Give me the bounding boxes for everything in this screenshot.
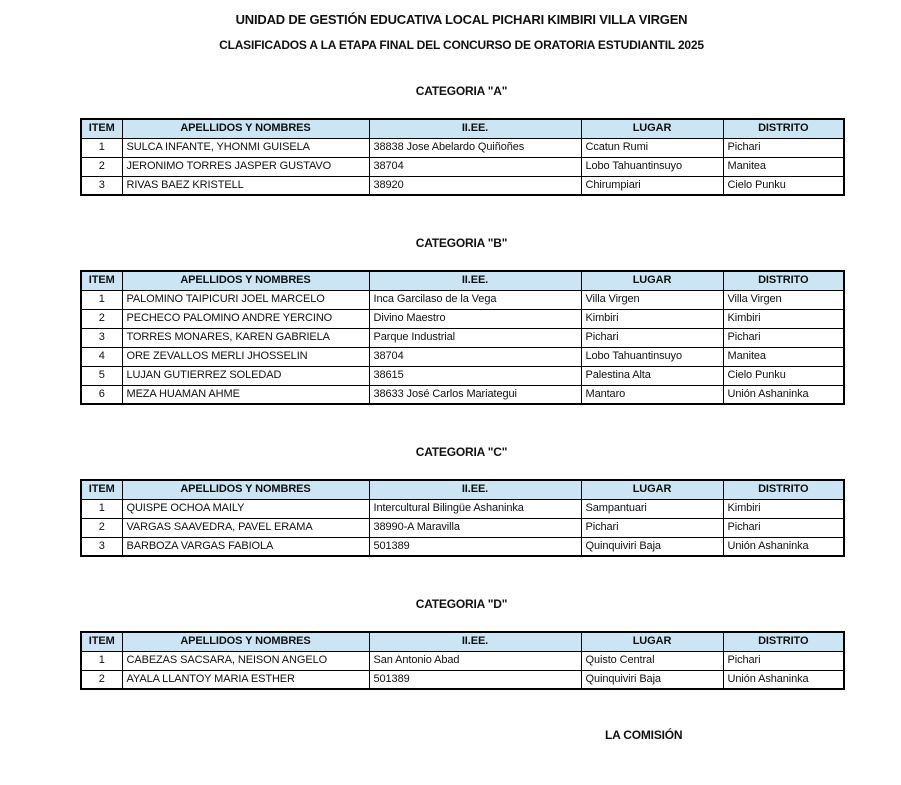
column-header: ITEM <box>81 119 122 138</box>
cell-iiee: 38704 <box>369 157 581 176</box>
cell-iiee: 38615 <box>369 366 581 385</box>
column-header: APELLIDOS Y NOMBRES <box>122 271 369 290</box>
cell-lugar: Lobo Tahuantinsuyo <box>581 157 723 176</box>
table-row <box>81 309 844 328</box>
column-header: LUGAR <box>581 480 723 499</box>
categories-container <box>80 84 843 690</box>
cell-item: 2 <box>81 670 122 689</box>
category-section <box>80 84 843 196</box>
cell-lugar: Quisto Central <box>581 651 723 670</box>
cell-iiee: 38704 <box>369 347 581 366</box>
table-body <box>81 290 844 404</box>
cell-iiee: 501389 <box>369 670 581 689</box>
cell-item: 3 <box>81 537 122 556</box>
category-section <box>80 597 843 690</box>
column-header: DISTRITO <box>723 480 844 499</box>
cell-iiee: Inca Garcilaso de la Vega <box>369 290 581 309</box>
category-title: CATEGORIA "A" <box>415 84 508 98</box>
cell-apellidos-y-nombres: CABEZAS SACSARA, NEISON ANGELO <box>122 651 369 670</box>
table-row <box>81 328 844 347</box>
table-row <box>81 157 844 176</box>
signature-text: LA COMISIÓN <box>605 728 683 742</box>
cell-iiee: 38838 Jose Abelardo Quiñoñes <box>369 138 581 157</box>
column-header: LUGAR <box>581 632 723 651</box>
results-table <box>80 270 845 405</box>
table-row <box>81 670 844 689</box>
table-row <box>81 138 844 157</box>
cell-item: 2 <box>81 518 122 537</box>
cell-lugar: Quinquiviri Baja <box>581 670 723 689</box>
cell-iiee: Parque Industrial <box>369 328 581 347</box>
cell-apellidos-y-nombres: BARBOZA VARGAS FABIOLA <box>122 537 369 556</box>
table-body <box>81 138 844 195</box>
category-title: CATEGORIA "D" <box>415 597 508 611</box>
column-header: LUGAR <box>581 271 723 290</box>
page-title: UNIDAD DE GESTIÓN EDUCATIVA LOCAL PICHARI KIMBIRI VILLA VIRGEN <box>235 12 688 27</box>
cell-distrito: Pichari <box>723 328 844 347</box>
cell-lugar: Chirumpiari <box>581 176 723 195</box>
table-header-row <box>81 119 844 138</box>
cell-apellidos-y-nombres: PALOMINO TAIPICURI JOEL MARCELO <box>122 290 369 309</box>
column-header: LUGAR <box>581 119 723 138</box>
cell-distrito: Villa Virgen <box>723 290 844 309</box>
cell-lugar: Pichari <box>581 518 723 537</box>
cell-apellidos-y-nombres: LUJAN GUTIERREZ SOLEDAD <box>122 366 369 385</box>
cell-iiee: Intercultural Bilingüe Ashaninka <box>369 499 581 518</box>
cell-apellidos-y-nombres: QUISPE OCHOA MAILY <box>122 499 369 518</box>
column-header: APELLIDOS Y NOMBRES <box>122 119 369 138</box>
cell-apellidos-y-nombres: PECHECO PALOMINO ANDRE YERCINO <box>122 309 369 328</box>
cell-lugar: Pichari <box>581 328 723 347</box>
page-subtitle: CLASIFICADOS A LA ETAPA FINAL DEL CONCURSO DE ORATORIA ESTUDIANTIL 2025 <box>219 38 704 52</box>
cell-item: 5 <box>81 366 122 385</box>
cell-lugar: Lobo Tahuantinsuyo <box>581 347 723 366</box>
column-header: ITEM <box>81 271 122 290</box>
cell-lugar: Villa Virgen <box>581 290 723 309</box>
cell-apellidos-y-nombres: MEZA HUAMAN AHME <box>122 385 369 404</box>
cell-iiee: 38920 <box>369 176 581 195</box>
cell-apellidos-y-nombres: SULCA INFANTE, YHONMI GUISELA <box>122 138 369 157</box>
cell-lugar: Quinquiviri Baja <box>581 537 723 556</box>
category-title: CATEGORIA "B" <box>415 236 508 250</box>
results-table <box>80 631 845 690</box>
cell-distrito: Cielo Punku <box>723 366 844 385</box>
cell-item: 3 <box>81 328 122 347</box>
column-header: DISTRITO <box>723 632 844 651</box>
cell-iiee: Divino Maestro <box>369 309 581 328</box>
cell-iiee: 38990-A Maravilla <box>369 518 581 537</box>
cell-iiee: San Antonio Abad <box>369 651 581 670</box>
cell-distrito: Unión Ashaninka <box>723 385 844 404</box>
table-row <box>81 366 844 385</box>
cell-distrito: Pichari <box>723 138 844 157</box>
column-header: DISTRITO <box>723 119 844 138</box>
column-header: ITEM <box>81 632 122 651</box>
table-body <box>81 499 844 556</box>
column-header: II.EE. <box>369 119 581 138</box>
cell-apellidos-y-nombres: AYALA LLANTOY MARIA ESTHER <box>122 670 369 689</box>
cell-apellidos-y-nombres: VARGAS SAAVEDRA, PAVEL ERAMA <box>122 518 369 537</box>
cell-distrito: Kimbiri <box>723 309 844 328</box>
cell-item: 1 <box>81 290 122 309</box>
category-section <box>80 445 843 557</box>
cell-item: 1 <box>81 499 122 518</box>
cell-item: 1 <box>81 651 122 670</box>
column-header: II.EE. <box>369 480 581 499</box>
cell-lugar: Mantaro <box>581 385 723 404</box>
column-header: II.EE. <box>369 632 581 651</box>
cell-item: 1 <box>81 138 122 157</box>
cell-iiee: 38633 José Carlos Mariategui <box>369 385 581 404</box>
cell-distrito: Cielo Punku <box>723 176 844 195</box>
cell-lugar: Palestina Alta <box>581 366 723 385</box>
table-body <box>81 651 844 689</box>
cell-distrito: Manitea <box>723 347 844 366</box>
table-row <box>81 537 844 556</box>
column-header: APELLIDOS Y NOMBRES <box>122 632 369 651</box>
cell-distrito: Manitea <box>723 157 844 176</box>
column-header: II.EE. <box>369 271 581 290</box>
document-page <box>80 0 843 742</box>
cell-distrito: Unión Ashaninka <box>723 537 844 556</box>
cell-distrito: Pichari <box>723 651 844 670</box>
cell-lugar: Ccatun Rumi <box>581 138 723 157</box>
cell-item: 4 <box>81 347 122 366</box>
cell-distrito: Pichari <box>723 518 844 537</box>
cell-apellidos-y-nombres: JERONIMO TORRES JASPER GUSTAVO <box>122 157 369 176</box>
column-header: DISTRITO <box>723 271 844 290</box>
table-header-row <box>81 271 844 290</box>
table-row <box>81 651 844 670</box>
cell-item: 2 <box>81 309 122 328</box>
results-table <box>80 479 845 557</box>
cell-iiee: 501389 <box>369 537 581 556</box>
column-header: ITEM <box>81 480 122 499</box>
cell-lugar: Sampantuari <box>581 499 723 518</box>
table-row <box>81 290 844 309</box>
cell-apellidos-y-nombres: TORRES MONARES, KAREN GABRIELA <box>122 328 369 347</box>
table-row <box>81 518 844 537</box>
table-header-row <box>81 480 844 499</box>
column-header: APELLIDOS Y NOMBRES <box>122 480 369 499</box>
cell-apellidos-y-nombres: RIVAS BAEZ KRISTELL <box>122 176 369 195</box>
cell-apellidos-y-nombres: ORE ZEVALLOS MERLI JHOSSELIN <box>122 347 369 366</box>
table-header-row <box>81 632 844 651</box>
table-row <box>81 347 844 366</box>
table-row <box>81 385 844 404</box>
table-row <box>81 176 844 195</box>
table-row <box>81 499 844 518</box>
results-table <box>80 118 845 196</box>
cell-lugar: Kimbiri <box>581 309 723 328</box>
cell-distrito: Unión Ashaninka <box>723 670 844 689</box>
category-section <box>80 236 843 405</box>
cell-distrito: Kimbiri <box>723 499 844 518</box>
category-title: CATEGORIA "C" <box>415 445 508 459</box>
cell-item: 2 <box>81 157 122 176</box>
cell-item: 3 <box>81 176 122 195</box>
cell-item: 6 <box>81 385 122 404</box>
